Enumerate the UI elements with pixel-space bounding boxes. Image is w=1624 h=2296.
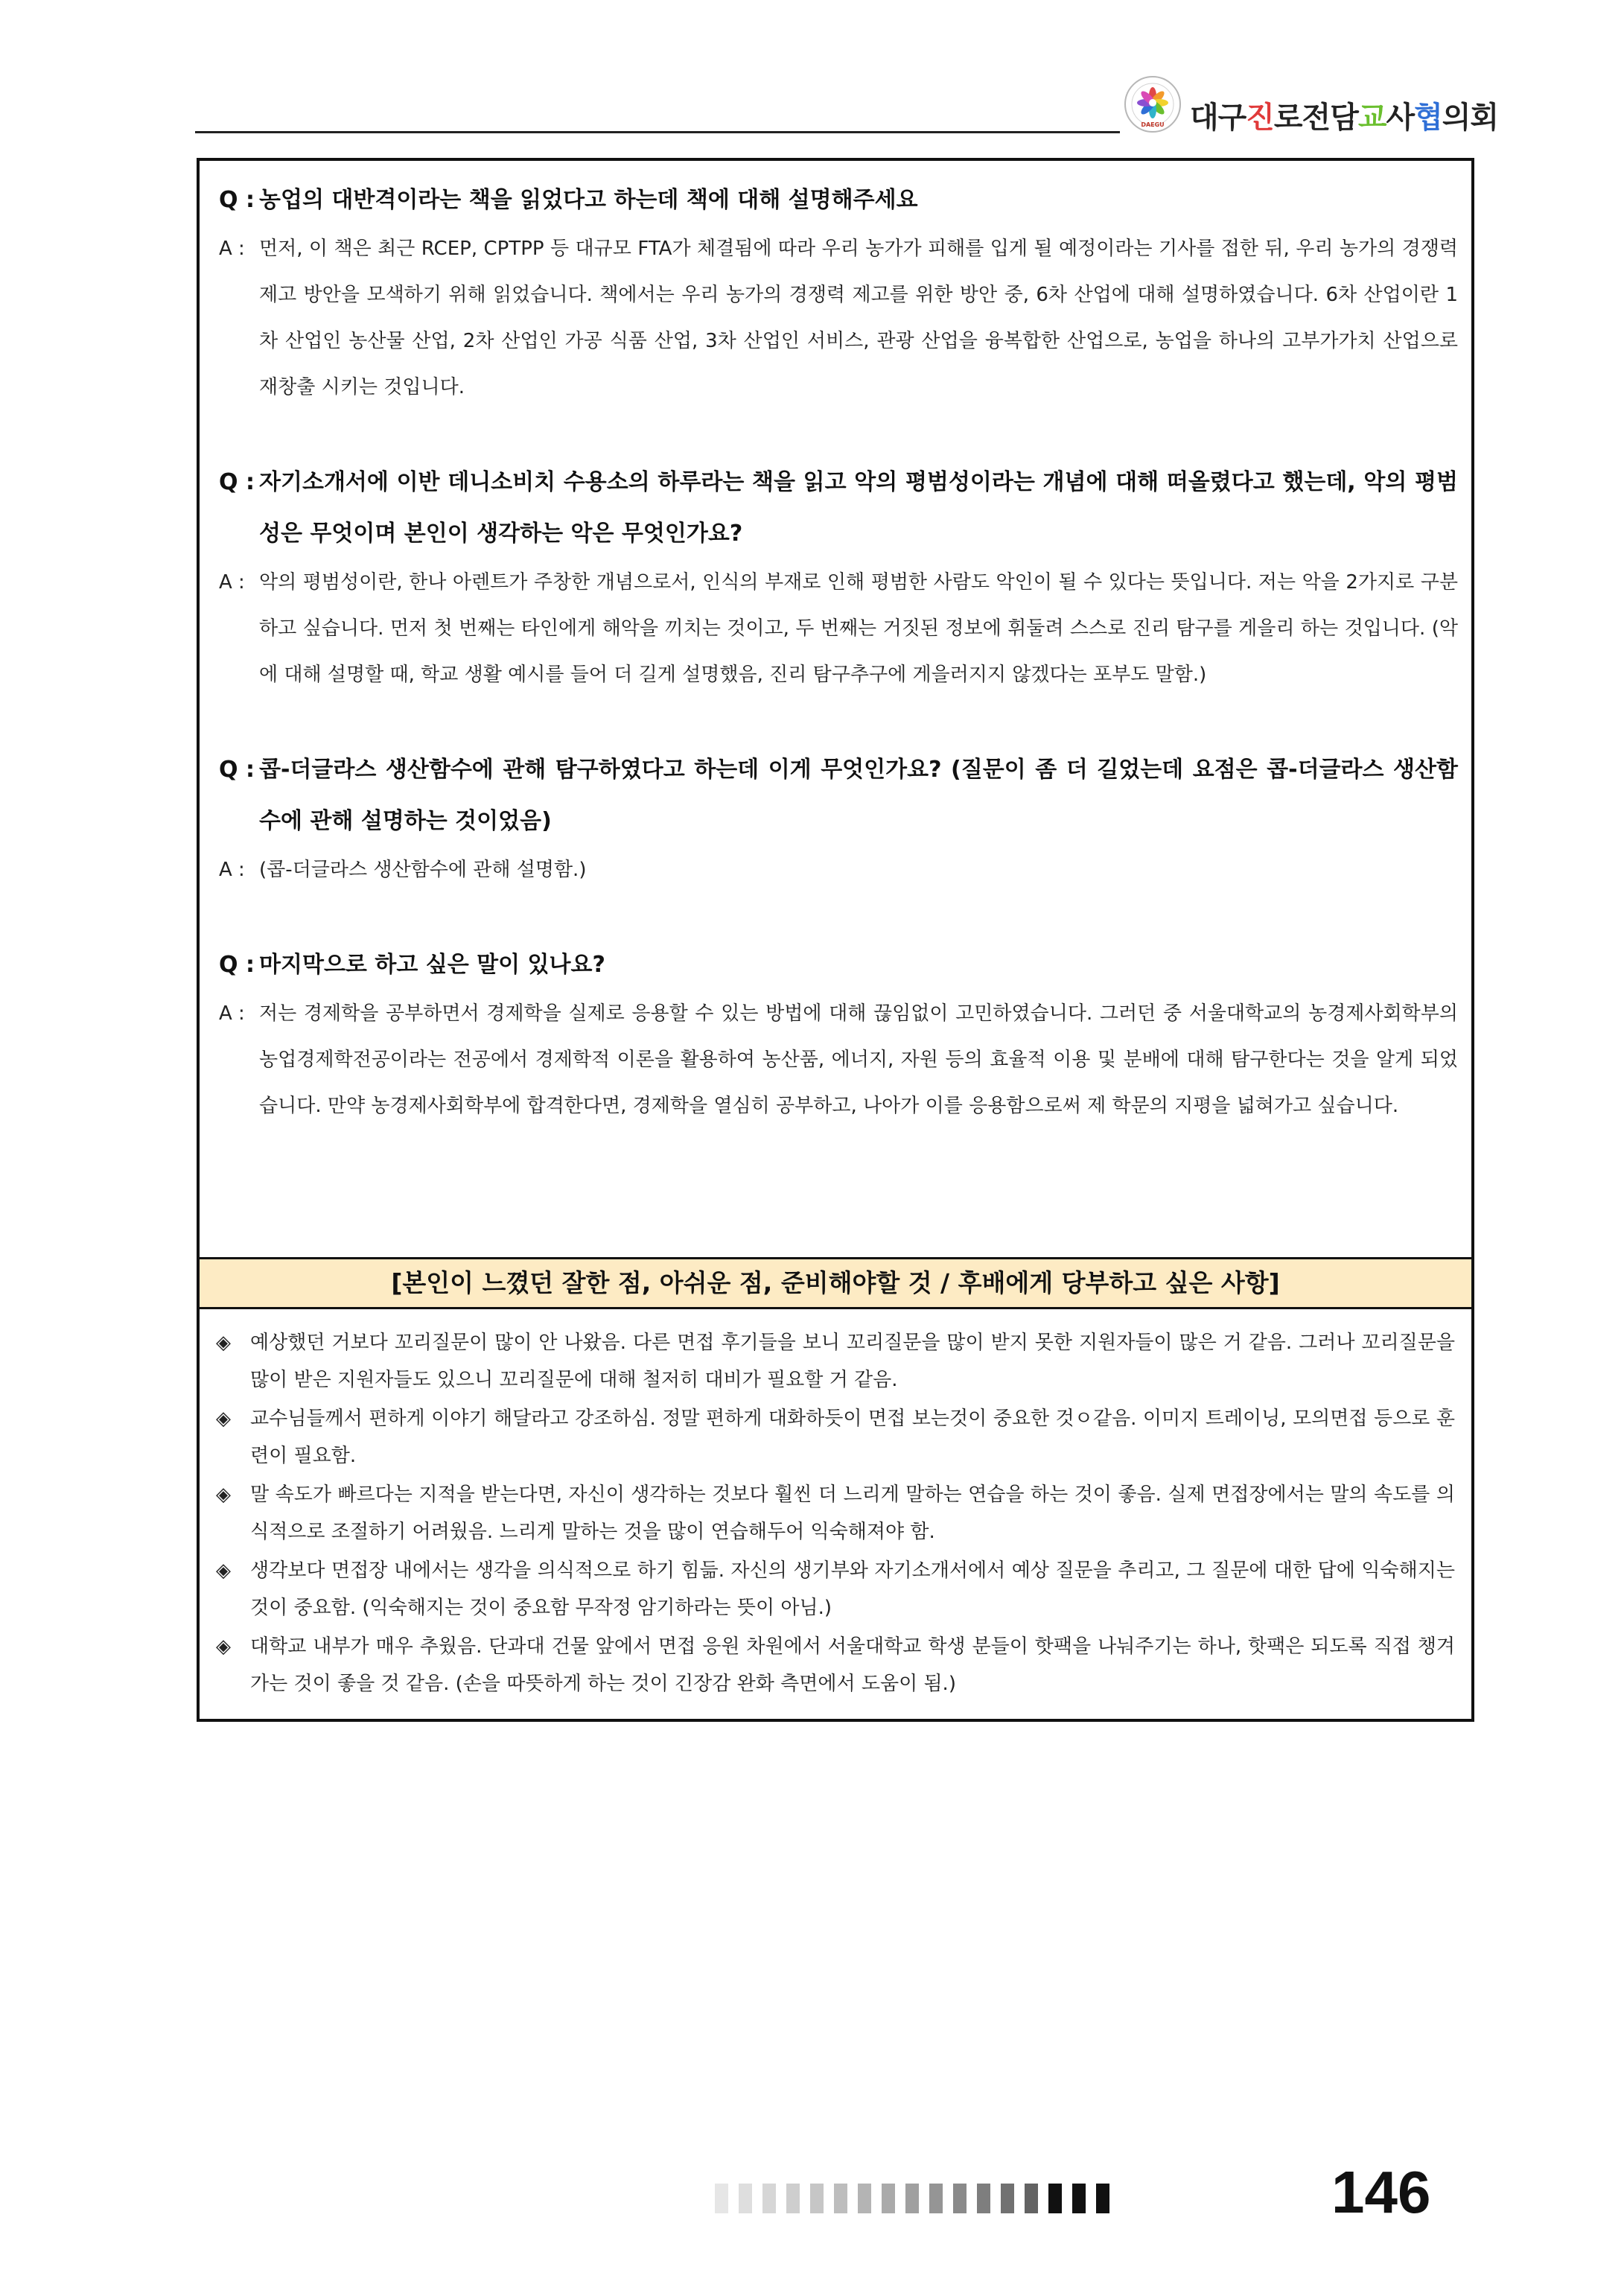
list-item xyxy=(216,1628,1455,1702)
question-text: 마지막으로 하고 싶은 말이 있나요? xyxy=(259,952,605,978)
question-text: 콥-더글라스 생산함수에 관해 탐구하였다고 하는데 이게 무엇인가요? (질문이 좀 더 길었는데 요점은 콥-더글라스 생산함수에 관해 설명하는 것이었음) xyxy=(259,757,1458,834)
org-name xyxy=(1190,94,1498,136)
question-text: 자기소개서에 이반 데니소비치 수용소의 하루라는 책을 읽고 악의 평범성이라는 개념에 대해 떠올렸다고 했는데, 악의 평범성은 무엇이며 본인이 생각하는 악은 무엇인가요? xyxy=(259,469,1458,547)
question xyxy=(219,174,1458,226)
footer-bar-square xyxy=(929,2184,943,2213)
qa-item xyxy=(219,744,1458,893)
answer-text: 저는 경제학을 공부하면서 경제학을 실제로 응용할 수 있는 방법에 대해 끊임없이 고민하였습니다. 그러던 중 서울대학교의 농경제사회학부의 농업경제학전공이라는 전공에서 경제학적 이론을 활용하여 농산품, 에너지, 자원 등의 효율적 이용 및 분배에 대해 탐구한다는 것을 알게 되었습니다. 만약 농경제사회학부에 합격한다면, 경제학을 열심히 공부하고, 나아가 이를 응용함으로써 제 학문의 지평을 넓혀가고 싶습니다. xyxy=(259,1002,1458,1117)
answer-text: 먼저, 이 책은 최근 RCEP, CPTPP 등 대규모 FTA가 체결됨에 따라 우리 농가가 피해를 입게 될 예정이라는 기사를 접한 뒤, 우리 농가의 경쟁력 제고 방안을 모색하기 위해 읽었습니다. 책에서는 우리 농가의 경쟁력 제고를 위한 방안 중, 6차 산업에 대해 설명하였습니다. 6차 산업이란 1차 산업인 농산물 산업, 2차 산업인 가공 식품 산업, 3차 산업인 서비스, 관광 산업을 융복합한 산업으로, 농업을 하나의 고부가가치 산업으로 재창출 시키는 것입니다. xyxy=(259,238,1458,398)
qa-item xyxy=(219,939,1458,1129)
tips-list xyxy=(216,1324,1455,1704)
list-item xyxy=(216,1324,1455,1399)
footer-bar-square xyxy=(810,2184,824,2213)
answer xyxy=(219,990,1458,1129)
footer-bar-square xyxy=(1001,2184,1014,2213)
diamond-bullet-icon: ◈ xyxy=(216,1408,231,1430)
answer-label: A : xyxy=(219,571,245,594)
footer-bar-square xyxy=(882,2184,895,2213)
footer-bar-square xyxy=(905,2184,919,2213)
tip-text: 대학교 내부가 매우 추웠음. 단과대 건물 앞에서 면접 응원 차원에서 서울대학교 학생 분들이 핫팩을 나눠주기는 하나, 핫팩은 되도록 직접 챙겨가는 것이 좋을 것 같음. (손을 따뜻하게 하는 것이 긴장감 완화 측면에서 도움이 됨.) xyxy=(250,1635,1455,1695)
tip-text: 교수님들께서 편하게 이야기 해달라고 강조하심. 정말 편하게 대화하듯이 면접 보는것이 중요한 것ㅇ같음. 이미지 트레이닝, 모의면접 등으로 훈련이 필요함. xyxy=(250,1408,1455,1467)
content-box xyxy=(197,158,1474,1722)
footer-bar-square xyxy=(715,2184,728,2213)
footer-bar-square xyxy=(1025,2184,1038,2213)
question-label: Q : xyxy=(219,952,255,978)
org-name-part: 대구 xyxy=(1190,101,1246,135)
org-name-part: 의회 xyxy=(1442,101,1499,135)
header-rule xyxy=(195,131,1120,133)
org-name-part: 교 xyxy=(1357,101,1386,135)
org-name-part: 로전담 xyxy=(1273,101,1358,135)
page-number: 146 xyxy=(1331,2159,1431,2225)
diamond-bullet-icon: ◈ xyxy=(216,1484,231,1506)
footer-bar-square xyxy=(1096,2184,1109,2213)
diamond-bullet-icon: ◈ xyxy=(216,1332,231,1354)
org-name-part: 사 xyxy=(1386,101,1415,135)
qa-list xyxy=(219,174,1458,1175)
flower-emblem-icon xyxy=(1123,74,1182,134)
footer-bar-square xyxy=(834,2184,847,2213)
footer-bar-square xyxy=(953,2184,967,2213)
question-text: 농업의 대반격이라는 책을 읽었다고 하는데 책에 대해 설명해주세요 xyxy=(259,187,918,213)
footer-bar-square xyxy=(858,2184,871,2213)
answer xyxy=(219,847,1458,893)
qa-item xyxy=(219,174,1458,410)
list-item xyxy=(216,1400,1455,1475)
svg-text:DAEGU: DAEGU xyxy=(1141,121,1165,128)
footer-bar-square xyxy=(786,2184,800,2213)
tip-text: 예상했던 거보다 꼬리질문이 많이 안 나왔음. 다른 면접 후기들을 보니 꼬리질문을 많이 받지 못한 지원자들이 많은 거 같음. 그러나 꼬리질문을 많이 받은 지원자들도 있으니 꼬리질문에 대해 철저히 대비가 필요할 거 같음. xyxy=(250,1332,1455,1391)
tip-text: 말 속도가 빠르다는 지적을 받는다면, 자신이 생각하는 것보다 훨씬 더 느리게 말하는 연습을 하는 것이 좋음. 실제 면접장에서는 말의 속도를 의식적으로 조절하기 어려웠음. 느리게 말하는 것을 많이 연습해두어 익숙해져야 함. xyxy=(250,1484,1455,1543)
footer-bar-square xyxy=(739,2184,752,2213)
tip-text: 생각보다 면접장 내에서는 생각을 의식적으로 하기 힘듦. 자신의 생기부와 자기소개서에서 예상 질문을 추리고, 그 질문에 대한 답에 익숙해지는 것이 중요함. (익숙해지는 것이 중요함 무작정 암기하라는 뜻이 아님.) xyxy=(250,1559,1455,1619)
diamond-bullet-icon: ◈ xyxy=(216,1635,231,1658)
footer-bar-square xyxy=(1048,2184,1062,2213)
answer-label: A : xyxy=(219,238,245,260)
diamond-bullet-icon: ◈ xyxy=(216,1559,231,1582)
answer-text: (콥-더글라스 생산함수에 관해 설명함.) xyxy=(259,859,587,881)
section-title: [본인이 느꼈던 잘한 점, 아쉬운 점, 준비해야할 것 / 후배에게 당부하고 싶은 사항] xyxy=(200,1257,1471,1309)
question-label: Q : xyxy=(219,187,255,213)
org-name-part: 협 xyxy=(1414,101,1442,135)
footer-bar-square xyxy=(1072,2184,1086,2213)
answer xyxy=(219,559,1458,698)
answer-label: A : xyxy=(219,859,245,881)
answer xyxy=(219,226,1458,410)
list-item xyxy=(216,1476,1455,1551)
answer-text: 악의 평범성이란, 한나 아렌트가 주창한 개념으로서, 인식의 부재로 인해 평범한 사람도 악인이 될 수 있다는 뜻입니다. 저는 악을 2가지로 구분하고 싶습니다. 먼저 첫 번째는 타인에게 해악을 끼치는 것이고, 두 번째는 거짓된 정보에 휘둘려 스스로 진리 탐구를 게을리 하는 것입니다. (악에 대해 설명할 때, 학교 생활 예시를 들어 더 길게 설명했음, 진리 탐구추구에 게을러지지 않겠다는 포부도 말함.) xyxy=(259,571,1458,686)
org-name-part: 진 xyxy=(1246,101,1274,135)
footer-bar-square xyxy=(977,2184,990,2213)
footer-bar-square xyxy=(762,2184,776,2213)
footer-gradient-bar xyxy=(715,2184,1109,2213)
question xyxy=(219,457,1458,559)
question xyxy=(219,939,1458,990)
answer-label: A : xyxy=(219,1002,245,1025)
question-label: Q : xyxy=(219,757,255,783)
question xyxy=(219,744,1458,847)
list-item xyxy=(216,1552,1455,1626)
question-label: Q : xyxy=(219,469,255,495)
qa-item xyxy=(219,457,1458,698)
